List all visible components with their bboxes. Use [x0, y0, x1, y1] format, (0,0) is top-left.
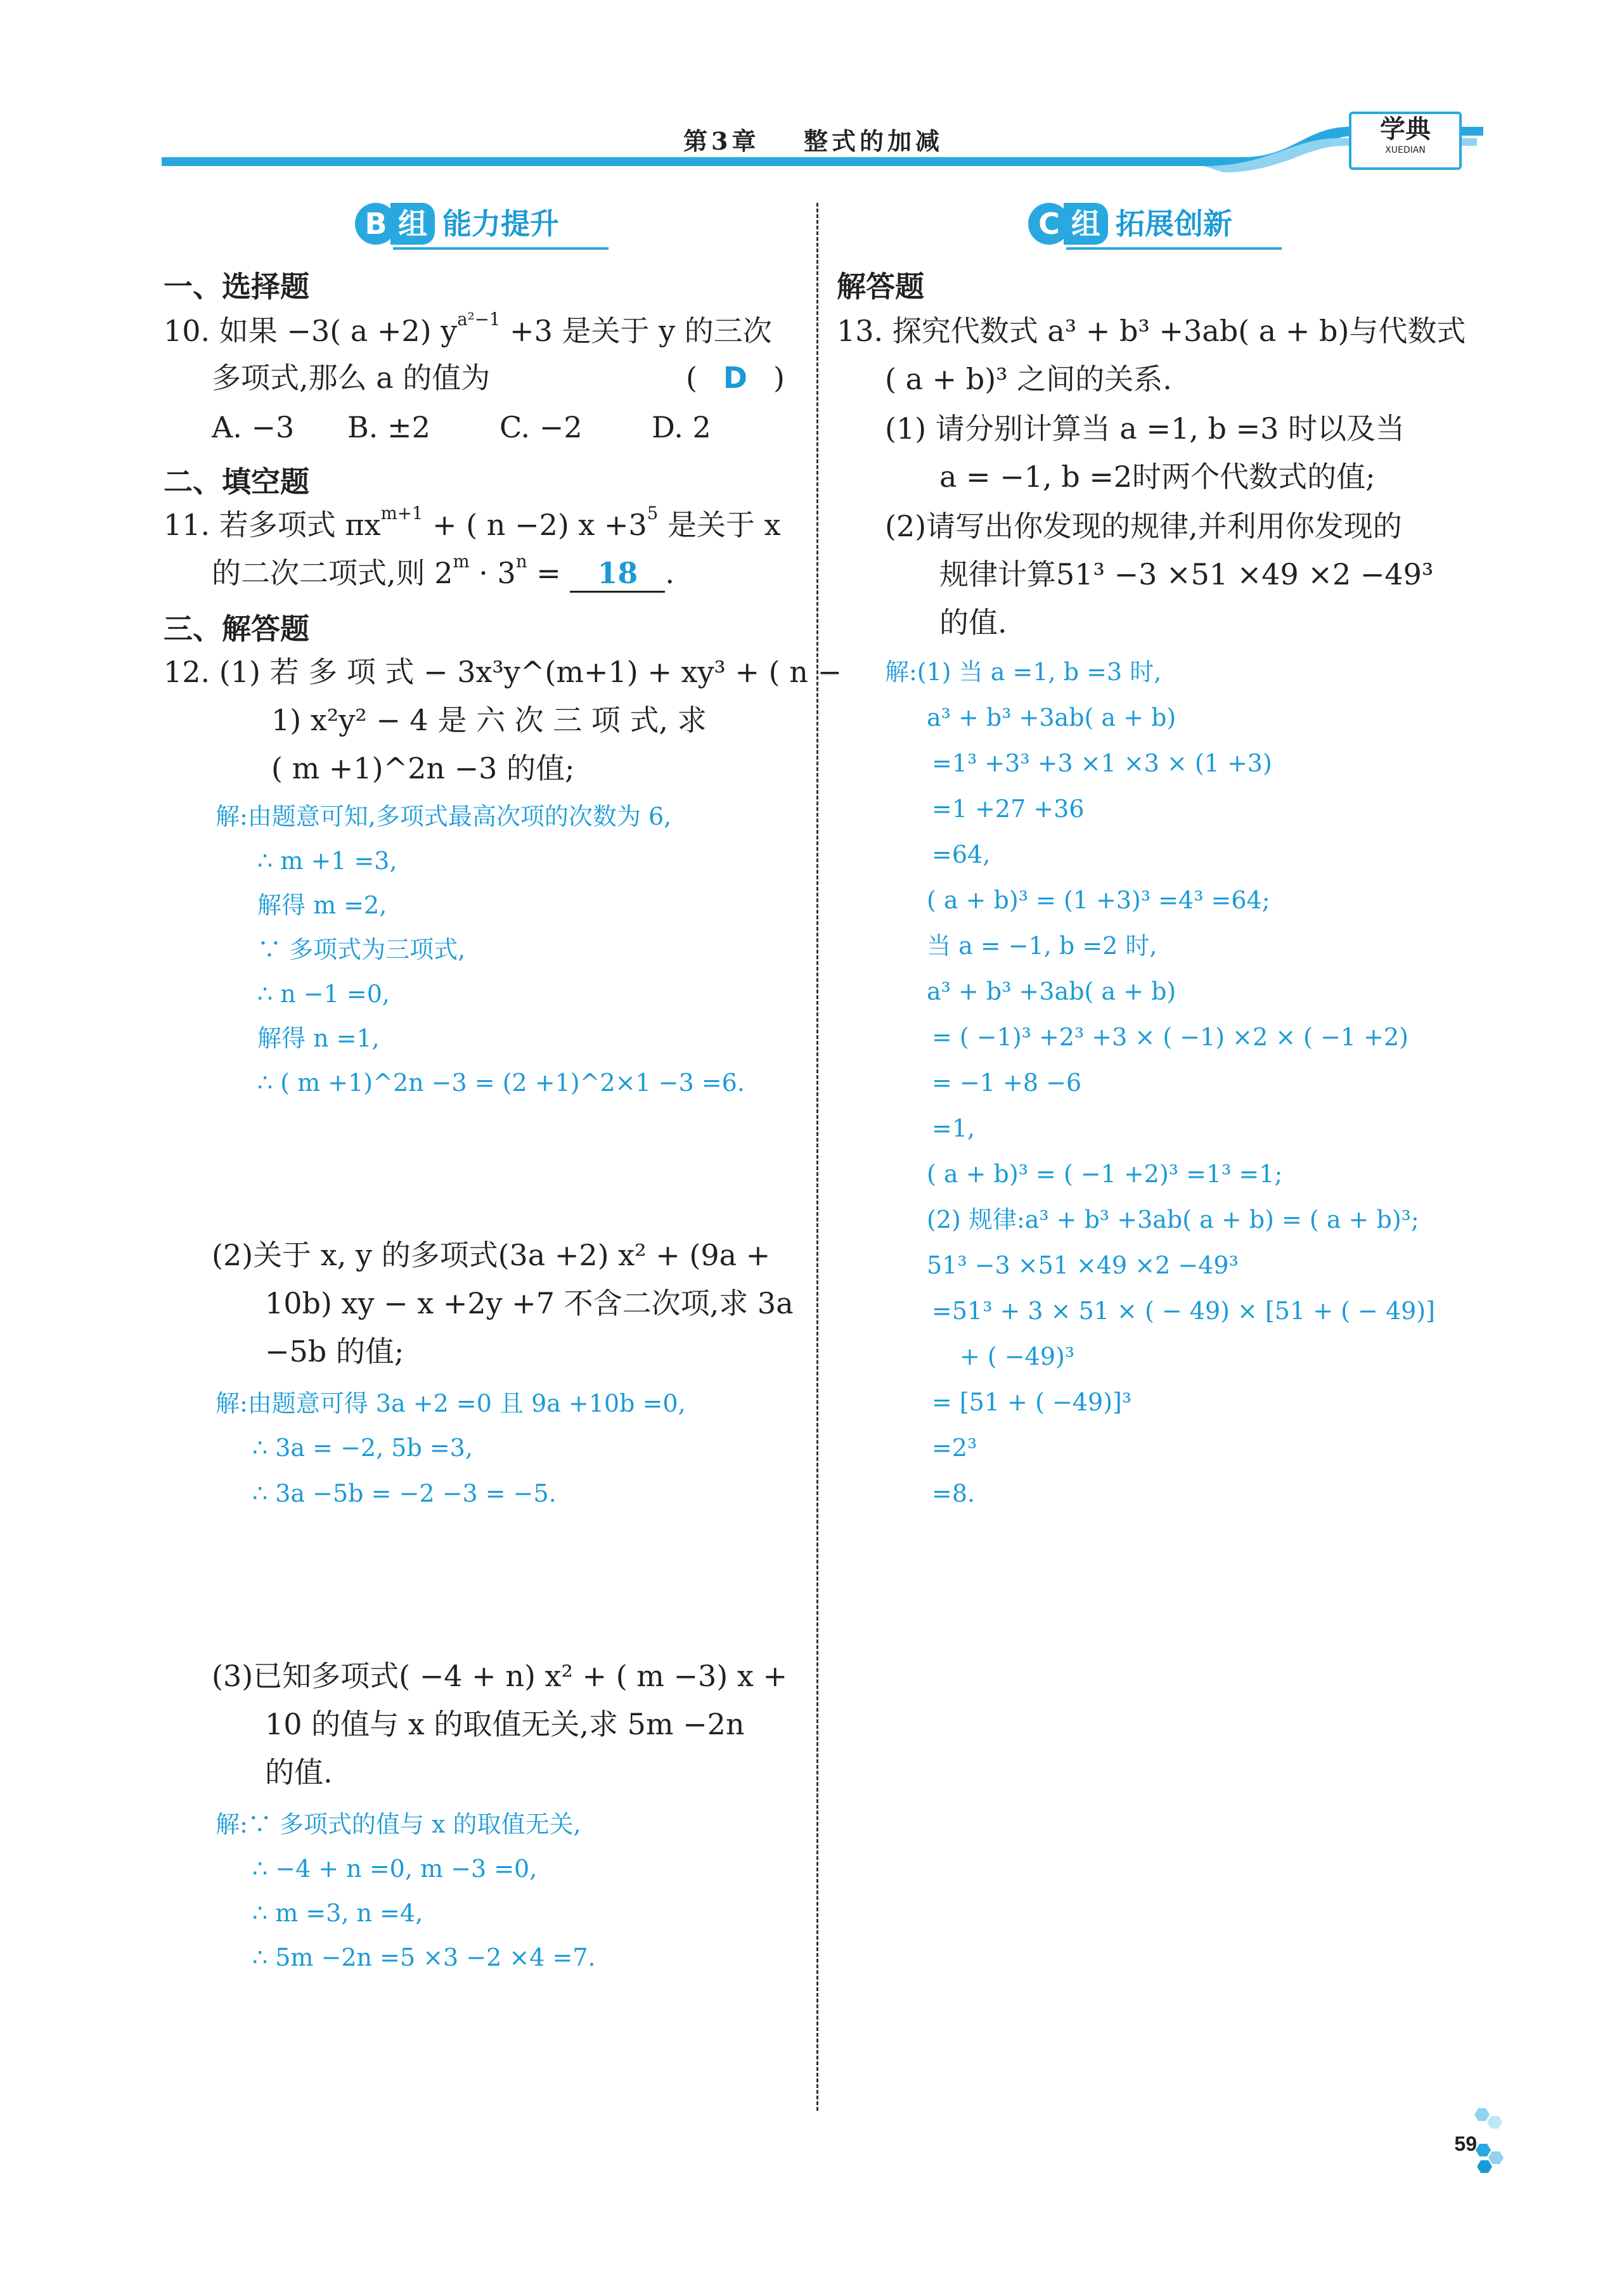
q12-2-line1: (2)关于 x, y 的多项式(3a +2) x² + (9a +	[212, 1238, 771, 1272]
group-b-underline	[393, 247, 609, 250]
q13-2-line2: 规律计算51³ −3 ×51 ×49 ×2 −49³	[939, 557, 1434, 591]
group-b-title: 能力提升	[442, 207, 559, 241]
q13-sol-1: a³ + b³ +3ab( a + b)	[927, 704, 1176, 731]
section-solve-title: 三、解答题	[164, 612, 309, 646]
q13-sol-7: a³ + b³ +3ab( a + b)	[927, 977, 1176, 1005]
group-c-badge	[1028, 203, 1294, 247]
q12-2-line3: −5b 的值;	[265, 1334, 404, 1369]
q12-3-line2: 10 的值与 x 的取值无关,求 5m −2n	[265, 1707, 745, 1741]
q10-line1: 10. 如果 −3( a +2) $y^{a^2-1} +3$ 是关于 y 的三次	[164, 309, 772, 348]
group-c-letter: C	[1028, 203, 1070, 245]
section-choice-title: 一、选择题	[164, 269, 309, 304]
q13-2-line3: 的值.	[939, 605, 1007, 640]
q10-option-a: A. −3	[212, 410, 295, 444]
group-c-zu: 组	[1064, 203, 1108, 245]
section-fill-title: 二、填空题	[164, 465, 309, 499]
group-b-badge	[355, 203, 621, 247]
q13-sol-12: (2) 规律:a³ + b³ +3ab( a + b) = ( a + b)³;	[927, 1206, 1419, 1234]
q13-sol-11: ( a + b)³ = ( −1 +2)³ =1³ =1;	[927, 1160, 1283, 1188]
q12-3-sol-2: ∴ m =3, n =4,	[252, 1899, 423, 1927]
q12-1-sol-5: 解得 n =1,	[257, 1024, 380, 1052]
q12-1-line2: 1) x²y² − 4 是 六 次 三 项 式, 求	[271, 703, 707, 737]
q10-line2: 多项式,那么 a 的值为	[212, 361, 491, 395]
q13-sol-13: 51³ −3 ×51 ×49 ×2 −49³	[927, 1251, 1239, 1279]
header-title: 整式的加减	[804, 127, 944, 155]
q12-1-sol-0: 解:由题意可知,多项式最高次项的次数为 6,	[216, 802, 672, 830]
q13-1-line1: (1) 请分别计算当 a =1, b =3 时以及当	[885, 411, 1405, 446]
q13-sol-15: + ( −49)³	[960, 1343, 1075, 1370]
q12-1-sol-1: ∴ m +1 =3,	[257, 847, 397, 875]
group-c-title: 拓展创新	[1116, 207, 1232, 241]
q10-option-b: B. ±2	[347, 410, 430, 444]
q12-3-sol-0: 解:∵ 多项式的值与 x 的取值无关,	[216, 1810, 581, 1838]
q12-2-sol-0: 解:由题意可得 3a +2 =0 且 9a +10b =0,	[216, 1389, 686, 1417]
q13-sol-5: ( a + b)³ = (1 +3)³ =4³ =64;	[927, 886, 1270, 914]
q12-1-sol-2: 解得 m =2,	[257, 891, 387, 919]
q12-1-line1: 12. (1) 若 多 项 式 − 3x³y^(m+1) + xy³ + ( n −	[164, 655, 842, 689]
q13-sol-3: =1 +27 +36	[932, 795, 1085, 823]
q11-answer: 18	[570, 555, 665, 593]
q13-sol-10: =1,	[932, 1114, 976, 1142]
q11-line2: 的二次二项式,则 $2^m \cdot 3^n = 18$ .	[212, 555, 674, 593]
q13-line2: ( a + b)³ 之间的关系.	[885, 362, 1172, 396]
q13-sol-18: =8.	[932, 1479, 976, 1507]
group-b-zu: 组	[390, 203, 435, 245]
q12-1-sol-4: ∴ n −1 =0,	[257, 980, 390, 1008]
q10-answer: D	[723, 361, 748, 395]
page-number: 59	[1454, 2132, 1477, 2155]
q13-sol-0: 解:(1) 当 a =1, b =3 时,	[885, 658, 1162, 686]
group-b-letter: B	[355, 203, 397, 245]
q12-3-sol-1: ∴ −4 + n =0, m −3 =0,	[252, 1855, 538, 1883]
q13-sol-14: =51³ + 3 × 51 × ( − 49) × [51 + ( − 49)]	[932, 1297, 1435, 1325]
q10-options	[212, 409, 711, 445]
q12-2-line2: 10b) xy − x +2y +7 不含二次项,求 3a	[265, 1286, 794, 1320]
q13-sol-6: 当 a = −1, b =2 时,	[927, 932, 1157, 960]
logo-sub: XUEDIAN	[1385, 145, 1426, 155]
q12-1-sol-6: ∴ ( m +1)^2n −3 = (2 +1)^2×1 −3 =6.	[257, 1069, 745, 1097]
column-divider	[816, 203, 818, 2111]
q10-option-c: C. −2	[499, 410, 583, 444]
q13-line1: 13. 探究代数式 a³ + b³ +3ab( a + b)与代数式	[837, 314, 1466, 348]
q10-option-d: D. 2	[652, 410, 711, 444]
group-c-underline	[1066, 247, 1282, 250]
xuedian-logo	[1349, 112, 1462, 170]
q12-2-sol-2: ∴ 3a −5b = −2 −3 = −5.	[252, 1479, 557, 1507]
q13-2-line1: (2)请写出你发现的规律,并利用你发现的	[885, 509, 1402, 543]
q13-sol-16: = [51 + ( −49)]³	[932, 1388, 1132, 1416]
q13-sol-2: =1³ +3³ +3 ×1 ×3 × (1 +3)	[932, 749, 1272, 777]
q10-answer-paren: ( D )	[686, 361, 785, 395]
logo-text: 学典	[1380, 114, 1431, 144]
q13-1-line2: a = −1, b =2时两个代数式的值;	[939, 460, 1376, 494]
q13-sol-8: = ( −1)³ +2³ +3 × ( −1) ×2 × ( −1 +2)	[932, 1023, 1409, 1051]
q11-line1: 11. 若多项式 $\pi x^{m+1}$ + ( n −2) $x +3^5$ 是关于 x	[164, 503, 781, 542]
q13-sol-4: =64,	[932, 841, 991, 868]
header-chapter: 第3章	[683, 127, 760, 155]
page-footer	[1420, 2104, 1509, 2181]
q12-3-line3: 的值.	[265, 1755, 333, 1789]
section-right-title: 解答题	[837, 269, 924, 304]
q12-1-line3: ( m +1)^2n −3 的值;	[271, 751, 575, 785]
q13-sol-17: =2³	[932, 1434, 977, 1462]
page-header	[0, 0, 1624, 184]
q12-1-sol-3: ∵ 多项式为三项式,	[257, 936, 466, 963]
q12-2-sol-1: ∴ 3a = −2, 5b =3,	[252, 1434, 473, 1462]
q13-sol-9: = −1 +8 −6	[932, 1069, 1082, 1097]
q12-3-sol-3: ∴ 5m −2n =5 ×3 −2 ×4 =7.	[252, 1943, 596, 1971]
q12-3-line1: (3)已知多项式( −4 + n) x² + ( m −3) x +	[212, 1659, 787, 1693]
